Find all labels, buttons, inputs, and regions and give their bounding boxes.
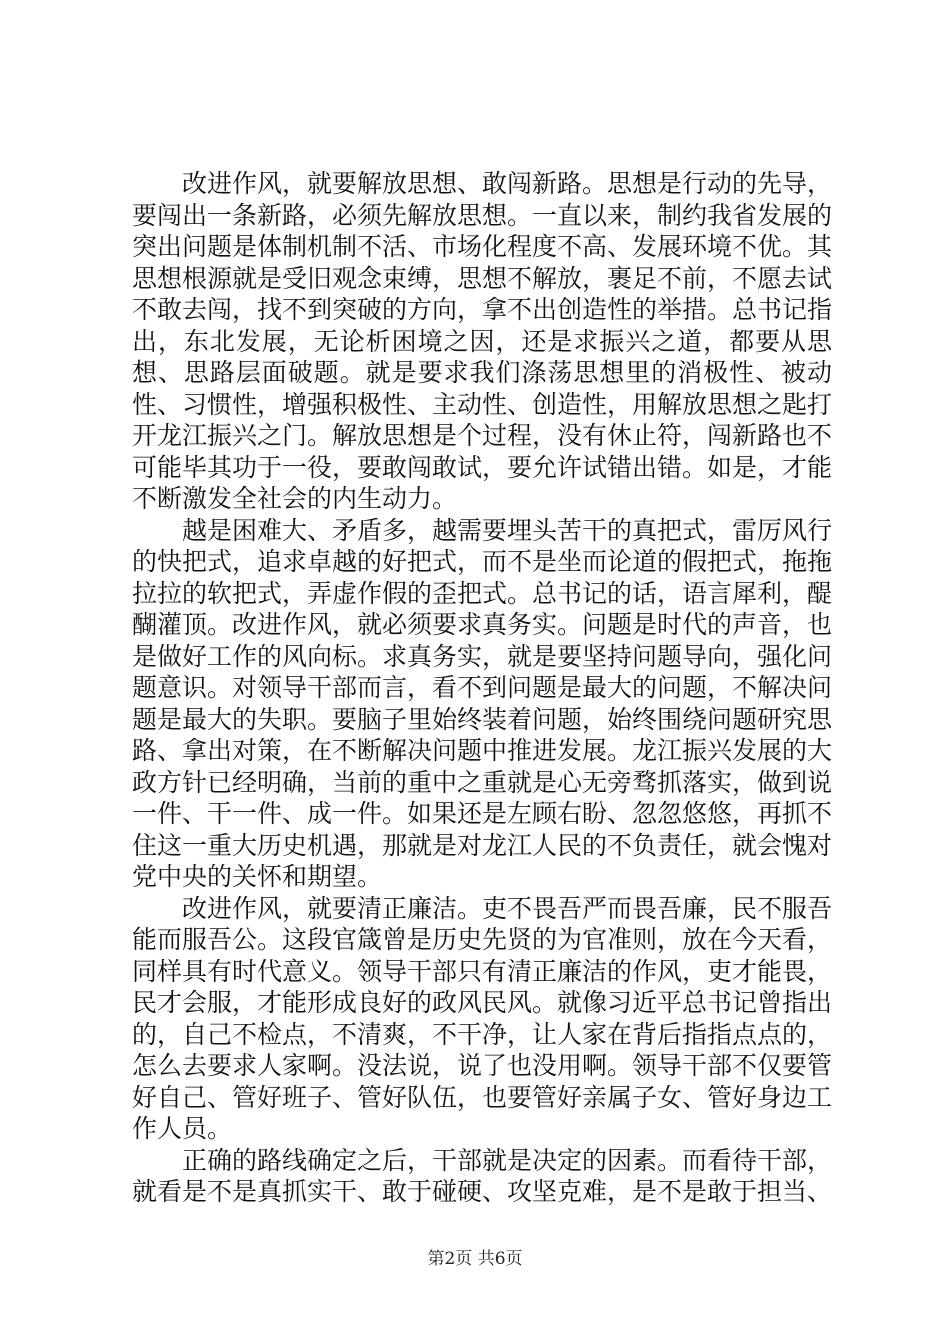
document-body bbox=[132, 168, 832, 1208]
paragraph-1: 改进作风，就要解放思想、敢闯新路。思想是行动的先导，要闯出一条新路，必须先解放思想。一直以来，制约我省发展的突出问题是体制机制不活、市场化程度不高、发展环境不优。其思想根源就是受旧观念束缚，思想不解放，裹足不前，不愿去试不敢去闯，找不到突破的方向，拿不出创造性的举措。总书记指出，东北发展，无论析困境之因，还是求振兴之道，都要从思想、思路层面破题。就是要求我们涤荡思想里的消极性、被动性、习惯性，增强积极性、主动性、创造性，用解放思想之匙打开龙江振兴之门。解放思想是个过程，没有休止符，闯新路也不可能毕其功于一役，要敢闯敢试，要允许试错出错。如是，才能不断激发全社会的内生动力。 bbox=[132, 169, 833, 513]
paragraph-3: 改进作风，就要清正廉洁。吏不畏吾严而畏吾廉，民不服吾能而服吾公。这段官箴曾是历史先贤的为官准则，放在今天看，同样具有时代意义。领导干部只有清正廉洁的作风，吏才能畏，民才会服，才能形成良好的政风民风。就像习近平总书记曾指出的，自己不检点，不清爽，不干净，让人家在背后指指点点的，怎么去要求人家啊。没法说，说了也没用啊。领导干部不仅要管好自己、管好班子、管好队伍，也要管好亲属子女、管好身边工作人员。 bbox=[132, 893, 833, 1143]
page-footer: 第2页 共6页 bbox=[427, 1249, 523, 1269]
paragraph-4: 正确的路线确定之后，干部就是决定的因素。而看待干部，就看是不是真抓实干、敢于碰硬、攻坚克难，是不是敢于担当、 bbox=[132, 1145, 833, 1206]
paragraph-2: 越是困难大、矛盾多，越需要埋头苦干的真把式，雷厉风行的快把式，追求卓越的好把式，而不是坐而论道的假把式，拖拖拉拉的软把式，弄虚作假的歪把式。总书记的话，语言犀利，醍醐灌顶。改进作风，就必须要求真务实。问题是时代的声音，也是做好工作的风向标。求真务实，就是要坚持问题导向，强化问题意识。对领导干部而言，看不到问题是最大的问题，不解决问题是最大的失职。要脑子里始终装着问题，始终围绕问题研究思路、拿出对策，在不断解决问题中推进发展。龙江振兴发展的大政方针已经明确，当前的重中之重就是心无旁骛抓落实，做到说一件、干一件、成一件。如果还是左顾右盼、忽忽悠悠，再抓不住这一重大历史机遇，那就是对龙江人民的不负责任，就会愧对党中央的关怀和期望。 bbox=[132, 515, 833, 891]
